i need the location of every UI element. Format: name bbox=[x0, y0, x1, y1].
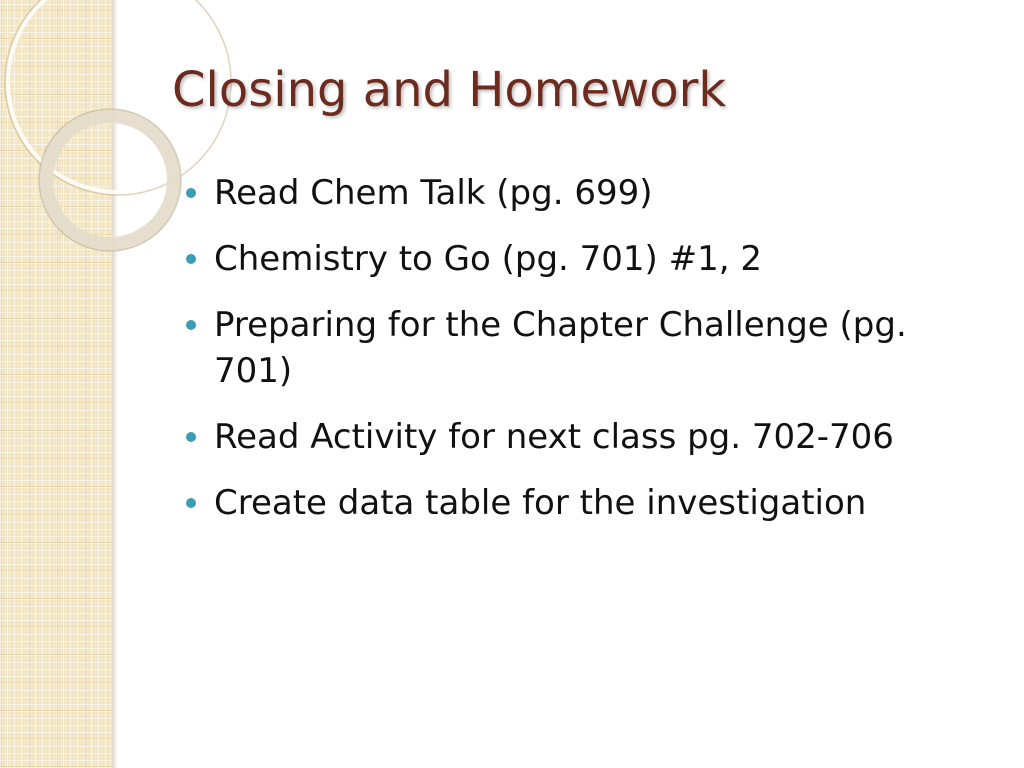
bullet-item-data-table bbox=[186, 480, 976, 526]
bullet-dot-icon bbox=[186, 320, 196, 330]
bullet-item-chapter-challenge bbox=[186, 302, 976, 394]
bullet-text: Read Chem Talk (pg. 699) bbox=[214, 173, 653, 213]
bullet-item-read-activity bbox=[186, 414, 976, 460]
bullet-text: Read Activity for next class pg. 702-706 bbox=[214, 417, 894, 457]
bullet-list bbox=[186, 170, 976, 546]
bullet-item-read-chem-talk bbox=[186, 170, 976, 216]
bullet-item-chemistry-to-go bbox=[186, 236, 976, 282]
bullet-dot-icon bbox=[186, 498, 196, 508]
bullet-text: Create data table for the investigation bbox=[214, 483, 867, 523]
bullet-text: Chemistry to Go (pg. 701) #1, 2 bbox=[214, 239, 763, 279]
bullet-dot-icon bbox=[186, 254, 196, 264]
bullet-dot-icon bbox=[186, 188, 196, 198]
bullet-text: Preparing for the Chapter Challenge (pg. 701) bbox=[214, 305, 907, 391]
bullet-dot-icon bbox=[186, 432, 196, 442]
slide-title: Closing and Homework bbox=[172, 62, 727, 118]
